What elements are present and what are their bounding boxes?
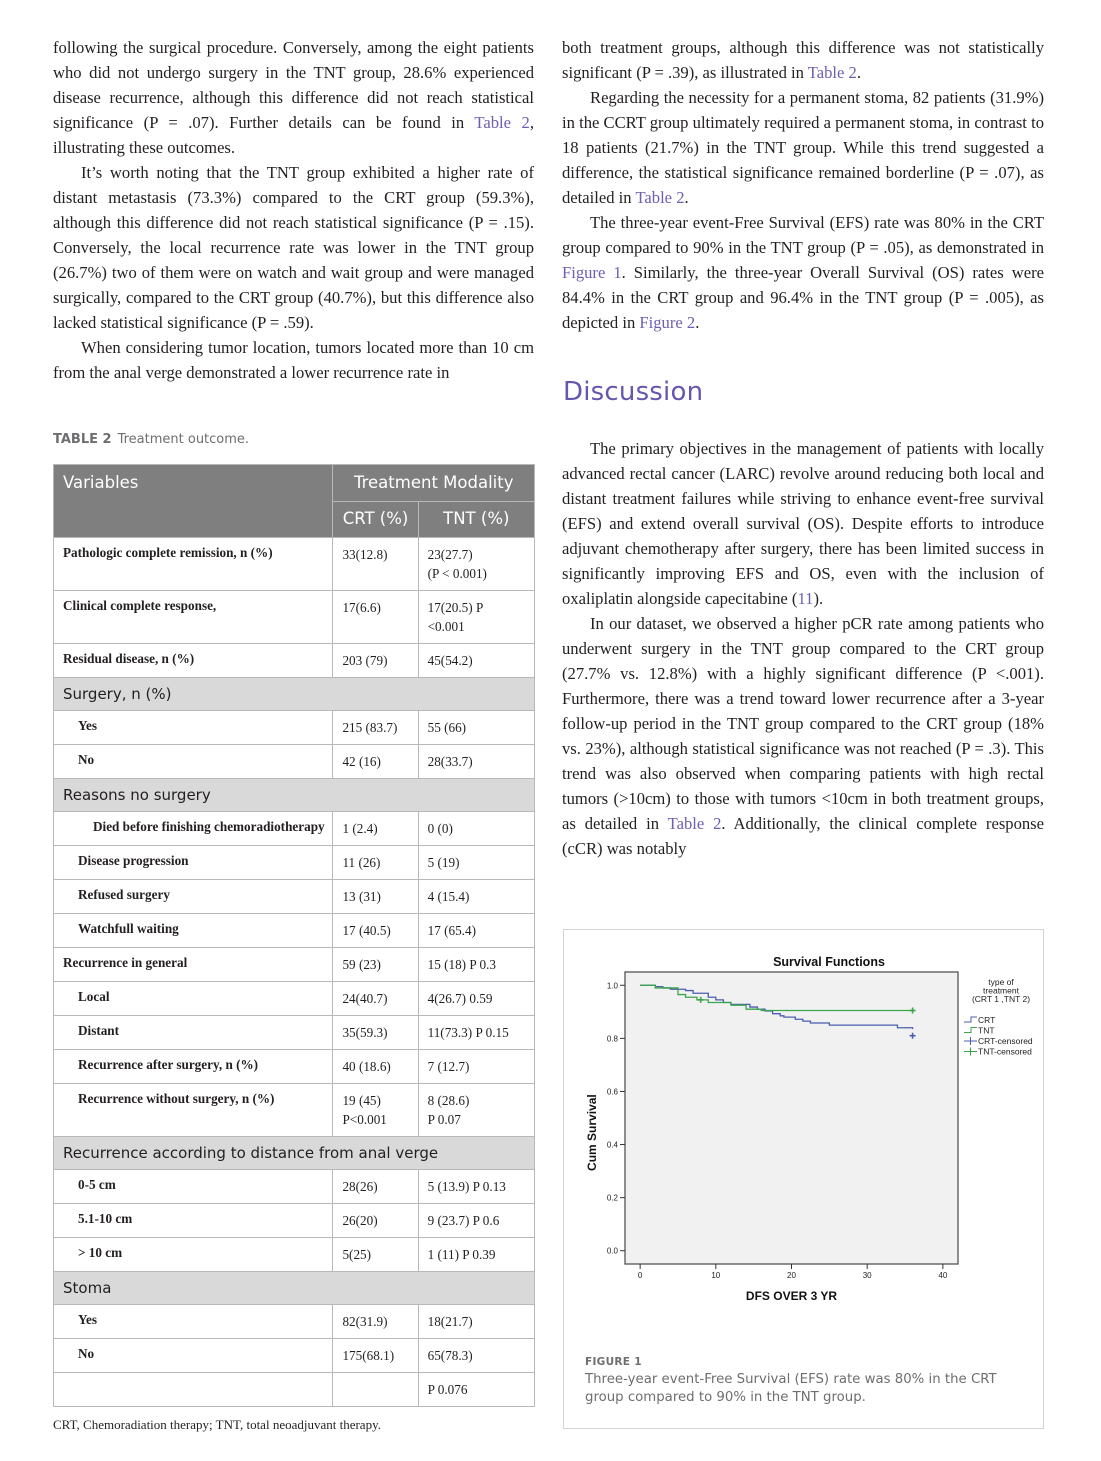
treatment-outcome-table <box>53 464 535 1407</box>
paragraph <box>53 335 534 385</box>
cell-line: 59 (23) <box>342 957 381 972</box>
x-tick-label: 10 <box>711 1271 721 1280</box>
table-row <box>54 1084 535 1137</box>
cell-tnt <box>418 538 534 591</box>
cell-tnt <box>418 1339 534 1373</box>
cell-tnt <box>418 1204 534 1238</box>
table-row <box>54 1016 535 1050</box>
row-label: Died before finishing chemoradiotherapy <box>54 812 333 846</box>
row-label <box>54 1373 333 1407</box>
plot-area <box>625 972 958 1264</box>
cell-crt <box>333 880 418 914</box>
reference-link[interactable]: 11 <box>797 589 814 608</box>
cell-line: P 0.076 <box>427 1382 468 1397</box>
paragraph-text: Regarding the necessity for a permanent stoma, 82 patients (31.9%) in the CCRT group ultimately required a permanent stoma, in contrast to 18 patients (21.7%) in the TNT group. While this trend suggested a difference, the statistical significance remained borderline (P = .07), as detailed in <box>562 88 1044 207</box>
table-caption <box>53 432 249 447</box>
cell-line: 5 (19) <box>427 855 460 870</box>
table-row <box>54 591 535 644</box>
cell-crt <box>333 812 418 846</box>
cell-tnt <box>418 1016 534 1050</box>
cell-crt <box>333 711 418 745</box>
cell-tnt <box>418 1305 534 1339</box>
paragraph-text: both treatment groups, although this difference was not statistically significant (P = .39), as illustrated in <box>562 38 1044 82</box>
y-tick-label: 0.6 <box>606 1087 618 1097</box>
cell-line: (P < 0.001) <box>427 566 487 581</box>
cell-line: 11 (26) <box>342 855 381 870</box>
table-caption-title: Treatment outcome. <box>117 432 250 447</box>
chart-title: Survival Functions <box>773 955 885 969</box>
section-label: Reasons no surgery <box>54 779 535 812</box>
cell-crt <box>333 846 418 880</box>
header-tnt: TNT (%) <box>418 502 534 538</box>
cell-line: 42 (16) <box>342 754 381 769</box>
cell-line: 13 (31) <box>342 889 381 904</box>
row-label: Distant <box>54 1016 333 1050</box>
paragraph-text: The primary objectives in the management of patients with locally advanced rectal cancer (LARC) revolve around reducing both local and distant treatment failures while striving to enhance event-free survival (EFS) and extend overall survival (OS). Despite efforts to introduce adjuvant chemotherapy after surgery, there has been limited success in significantly improving EFS and OS, even with the inclusion of oxaliplatin alongside capecitabine ( <box>562 439 1044 608</box>
cell-line: 5 (13.9) P 0.13 <box>427 1179 506 1194</box>
discussion-heading: Discussion <box>563 377 704 407</box>
paragraph-text: In our dataset, we observed a higher pCR rate among patients who underwent surgery in the TNT group compared to the CRT group (27.7% vs. 12.8%) with a highly significant difference (P <.001). Furthermore, there was a trend toward lower recurrence after a 3-year follow-up period in the TNT group compared to the CRT group (18% vs. 23%), although statistical significance was not reached (P = .3). This trend was also observed when comparing patients with high rectal tumors (>10cm) to those with tumors <10cm in both treatment groups, as detailed in <box>562 614 1044 833</box>
paragraph-text: ). <box>813 589 824 608</box>
cell-tnt <box>418 948 534 982</box>
y-tick-label: 0.0 <box>606 1246 618 1256</box>
reference-link[interactable]: Table 2 <box>807 63 857 82</box>
section-label: Stoma <box>54 1272 535 1305</box>
table-row <box>54 1170 535 1204</box>
paragraph-text: The three-year event-Free Survival (EFS) rate was 80% in the CRT group compared to 90% in the TNT group (P = .05), as demonstrated in <box>562 213 1044 257</box>
cell-line: <0.001 <box>427 619 465 634</box>
y-tick-label: 0.8 <box>606 1034 618 1044</box>
table-row <box>54 880 535 914</box>
legend-title: (CRT 1 ,TNT 2) <box>971 994 1031 1004</box>
cell-tnt <box>418 745 534 779</box>
cell-tnt <box>418 914 534 948</box>
table-row <box>54 1373 535 1407</box>
paragraph-text: . Similarly, the three-year Overall Survival (OS) rates were 84.4% in the CRT group and 96.4% in the TNT group (P = .005), as depicted in <box>562 263 1044 332</box>
table-row <box>54 1305 535 1339</box>
paragraph-text: . <box>856 63 862 82</box>
row-label: 5.1-10 cm <box>54 1204 333 1238</box>
reference-link[interactable]: Table 2 <box>474 113 530 132</box>
cell-line: 175(68.1) <box>342 1348 395 1363</box>
legend-entry: TNT <box>978 1025 995 1036</box>
left-column-text <box>53 35 534 385</box>
table-row <box>54 711 535 745</box>
legend-entry: CRT-censored <box>978 1036 1033 1046</box>
cell-crt <box>333 1238 418 1272</box>
table-row <box>54 1050 535 1084</box>
table-row <box>54 948 535 982</box>
paragraph-text: When considering tumor location, tumors located more than 10 cm from the anal verge demonstrated a lower recurrence rate in <box>53 338 534 382</box>
row-label: Pathologic complete remission, n (%) <box>54 538 333 591</box>
paragraph-text: It’s worth noting that the TNT group exhibited a higher rate of distant metastasis (73.3%) compared to the CRT group (59.3%), although this difference did not reach statistical significance (P = .15). Conversely, the local recurrence rate was lower in the TNT group (26.7%) two of them were on watch and wait group and were managed surgically, compared to the CRT group (40.7%), but this difference also lacked statistical significance (P = .59). <box>53 163 534 332</box>
cell-crt <box>333 982 418 1016</box>
cell-line: 1 (2.4) <box>342 821 378 836</box>
table-body <box>54 538 535 1407</box>
cell-line: 8 (28.6) <box>427 1093 470 1108</box>
cell-crt <box>333 1305 418 1339</box>
cell-crt <box>333 1204 418 1238</box>
paragraph-text: . Additionally, the clinical complete response (cCR) was notably <box>562 814 1044 858</box>
header-crt: CRT (%) <box>333 502 418 538</box>
legend-title: treatment <box>983 985 1019 996</box>
cell-line: 11(73.3) P 0.15 <box>427 1025 509 1040</box>
cell-line: 0 (0) <box>427 821 453 836</box>
header-treatment-modality: Treatment Modality <box>333 465 535 502</box>
table-row <box>54 1238 535 1272</box>
paragraph <box>562 611 1044 861</box>
cell-line: 26(20) <box>342 1213 378 1228</box>
row-label: Recurrence without surgery, n (%) <box>54 1084 333 1137</box>
cell-line: 203 (79) <box>342 653 388 668</box>
cell-crt <box>333 1016 418 1050</box>
cell-crt <box>333 1339 418 1373</box>
right-column-text <box>562 35 1044 335</box>
cell-line: 15 (18) P 0.3 <box>427 957 496 972</box>
cell-line: 28(26) <box>342 1179 378 1194</box>
row-label: Watchfull waiting <box>54 914 333 948</box>
cell-tnt <box>418 1170 534 1204</box>
header-variables: Variables <box>54 465 333 538</box>
cell-line: 18(21.7) <box>427 1314 473 1329</box>
section-label: Recurrence according to distance from anal verge <box>54 1137 535 1170</box>
cell-tnt <box>418 711 534 745</box>
paragraph <box>562 85 1044 210</box>
table-row <box>54 812 535 846</box>
row-label: Disease progression <box>54 846 333 880</box>
cell-tnt <box>418 812 534 846</box>
cell-line: P 0.07 <box>427 1112 461 1127</box>
row-label: Residual disease, n (%) <box>54 644 333 678</box>
table-row <box>54 914 535 948</box>
survival-chart <box>564 930 1042 1350</box>
section-label: Surgery, n (%) <box>54 678 535 711</box>
cell-line: 1 (11) P 0.39 <box>427 1247 496 1262</box>
legend-title: type of <box>988 977 1014 987</box>
table-section-row <box>54 1272 535 1305</box>
reference-link[interactable]: Figure 1 <box>562 263 622 282</box>
cell-tnt <box>418 880 534 914</box>
cell-line: 65(78.3) <box>427 1348 473 1363</box>
y-axis-label: Cum Survival <box>585 1094 599 1171</box>
cell-tnt <box>418 1050 534 1084</box>
table-row <box>54 1204 535 1238</box>
cell-tnt <box>418 1373 534 1407</box>
cell-line: 45(54.2) <box>427 653 473 668</box>
cell-crt <box>333 591 418 644</box>
x-axis-label: DFS OVER 3 YR <box>745 1289 838 1303</box>
x-tick-label: 0 <box>637 1271 643 1280</box>
cell-line: 23(27.7) <box>427 547 473 562</box>
table-section-row <box>54 678 535 711</box>
row-label: No <box>54 745 333 779</box>
cell-crt <box>333 1373 418 1407</box>
reference-link[interactable]: Figure 2 <box>639 313 696 332</box>
table-section-row <box>54 1137 535 1170</box>
cell-line: P<0.001 <box>342 1112 387 1127</box>
table-row <box>54 538 535 591</box>
cell-crt <box>333 948 418 982</box>
figure-caption: Three-year event-Free Survival (EFS) rate was 80% in the CRT group compared to 90% in the TNT group. <box>585 1372 997 1405</box>
cell-line: 28(33.7) <box>427 754 473 769</box>
cell-line: 24(40.7) <box>342 991 388 1006</box>
paragraph-text: . <box>695 313 700 332</box>
reference-link[interactable]: Table 2 <box>667 814 722 833</box>
table-footnote: CRT, Chemoradiation therapy; TNT, total neoadjuvant therapy. <box>53 1417 381 1432</box>
table-caption-label: TABLE 2 <box>53 432 112 447</box>
cell-line: 7 (12.7) <box>427 1059 470 1074</box>
row-label: Yes <box>54 711 333 745</box>
paragraph <box>53 35 534 160</box>
row-label: Recurrence in general <box>54 948 333 982</box>
cell-line: 35(59.3) <box>342 1025 388 1040</box>
row-label: Recurrence after surgery, n (%) <box>54 1050 333 1084</box>
cell-line: 9 (23.7) P 0.6 <box>427 1213 500 1228</box>
figure-label: FIGURE 1 <box>585 1356 642 1368</box>
y-tick-label: 0.4 <box>606 1140 618 1150</box>
row-label: Yes <box>54 1305 333 1339</box>
cell-tnt <box>418 591 534 644</box>
table-row <box>54 1339 535 1373</box>
cell-tnt <box>418 846 534 880</box>
row-label: No <box>54 1339 333 1373</box>
cell-tnt <box>418 1084 534 1137</box>
y-tick-label: 1.0 <box>606 981 618 991</box>
x-tick-label: 30 <box>862 1271 872 1280</box>
row-label: Refused surgery <box>54 880 333 914</box>
legend-entry: TNT-censored <box>978 1046 1032 1057</box>
cell-line: 4 (15.4) <box>427 889 470 904</box>
y-tick-label: 0.2 <box>606 1193 618 1203</box>
cell-crt <box>333 644 418 678</box>
cell-line: 17 (65.4) <box>427 923 476 938</box>
paragraph <box>562 436 1044 611</box>
table-section-row <box>54 779 535 812</box>
row-label: 0-5 cm <box>54 1170 333 1204</box>
table-row <box>54 644 535 678</box>
paragraph <box>562 35 1044 85</box>
reference-link[interactable]: Table 2 <box>635 188 685 207</box>
cell-line: 55 (66) <box>427 720 467 735</box>
cell-crt <box>333 745 418 779</box>
paragraph-text: . <box>684 188 689 207</box>
paragraph-text: following the surgical procedure. Conversely, among the eight patients who did not undergo surgery in the TNT group, 28.6% experienced disease recurrence, although this difference did not reach statistical significance (P = .07). Further details can be found in <box>53 38 534 132</box>
cell-line: 82(31.9) <box>342 1314 388 1329</box>
cell-tnt <box>418 982 534 1016</box>
cell-line: 19 (45) <box>342 1093 381 1108</box>
cell-crt <box>333 914 418 948</box>
row-label: Local <box>54 982 333 1016</box>
cell-tnt <box>418 1238 534 1272</box>
cell-line: 17(20.5) P <box>427 600 484 615</box>
table-row <box>54 745 535 779</box>
cell-line: 40 (18.6) <box>342 1059 391 1074</box>
figure-1 <box>563 929 1044 1429</box>
cell-crt <box>333 538 418 591</box>
x-tick-label: 40 <box>938 1271 948 1280</box>
cell-line: 4(26.7) 0.59 <box>427 991 493 1006</box>
paragraph <box>562 210 1044 335</box>
cell-line: 17(6.6) <box>342 600 381 615</box>
x-tick-label: 20 <box>787 1271 796 1280</box>
cell-tnt <box>418 644 534 678</box>
cell-line: 5(25) <box>342 1247 372 1262</box>
row-label: Clinical complete response, <box>54 591 333 644</box>
cell-line: 215 (83.7) <box>342 720 398 735</box>
cell-line: 33(12.8) <box>342 547 388 562</box>
cell-crt <box>333 1050 418 1084</box>
table-row <box>54 846 535 880</box>
cell-crt <box>333 1084 418 1137</box>
paragraph <box>53 160 534 335</box>
discussion-text <box>562 436 1044 861</box>
cell-line: 17 (40.5) <box>342 923 391 938</box>
cell-crt <box>333 1170 418 1204</box>
paragraph-text: , illustrating these outcomes. <box>53 113 534 157</box>
legend-entry: CRT <box>978 1015 996 1025</box>
row-label: > 10 cm <box>54 1238 333 1272</box>
table-row <box>54 982 535 1016</box>
